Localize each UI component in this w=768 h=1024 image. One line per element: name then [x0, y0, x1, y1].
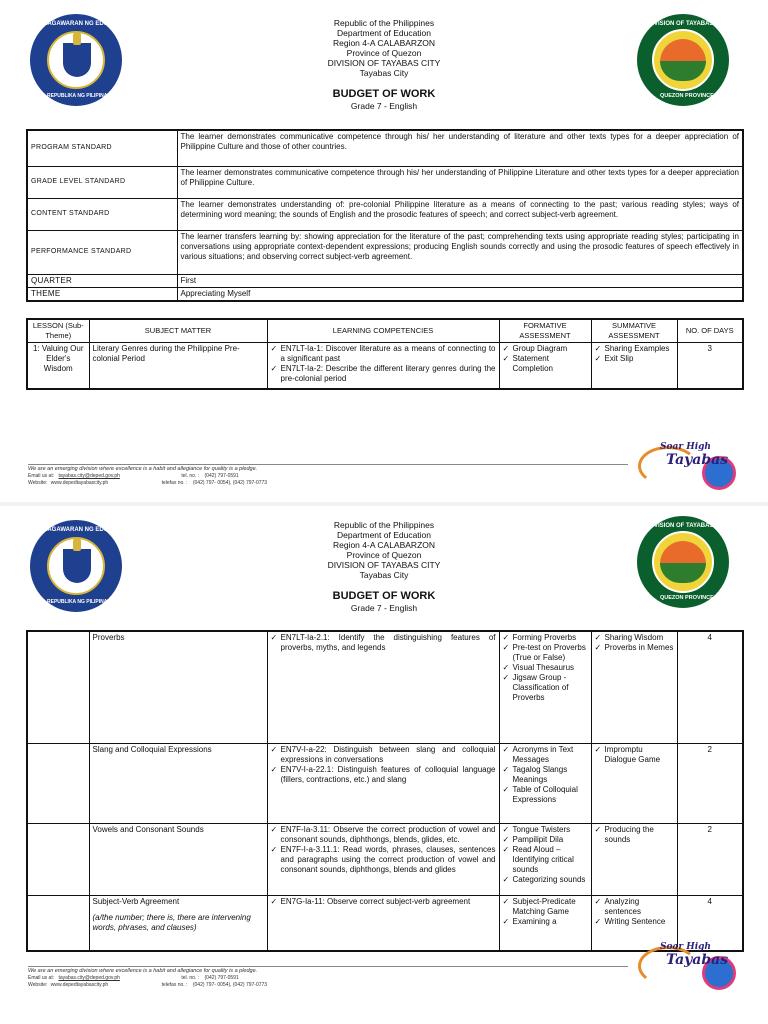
logo-line2: Tayabas [666, 952, 729, 968]
header-line: Republic of the Philippines [333, 18, 435, 28]
header-line: Region 4-A CALABARZON [332, 38, 436, 48]
list-item: ✓ Acronyms in Text Messages [503, 745, 588, 765]
list-item: ✓ Examining a [503, 917, 588, 927]
standard-label: PROGRAM STANDARD [27, 130, 177, 166]
page-subtitle: Grade 7 - English [350, 101, 418, 111]
table-row [27, 274, 743, 287]
summative-cell [591, 631, 677, 743]
standard-text: First [177, 274, 743, 287]
subject-note: (a/the number; there is, there are intervening words, phrases, and clauses) [92, 912, 251, 932]
lesson-cell [27, 631, 89, 743]
table-row [27, 198, 743, 230]
list-item: ✓ Statement Completion [503, 354, 588, 374]
list-item: ✓ EN7V-I-a-22: Distinguish between slang and colloquial expressions in conversations [271, 745, 496, 765]
page-2 [0, 506, 768, 1010]
list-item: ✓ EN7F-I-a-3.11.1: Read words, phrases, clauses, sentences and paragraphs using the correct production of vowel and consonant sounds, diphthongs, blends and glides [271, 845, 496, 875]
days-cell: 4 [677, 631, 743, 743]
list-item: ✓ Sharing Wisdom [595, 633, 674, 643]
tayabas-seal-subtext: QUEZON PROVINCE [660, 93, 714, 99]
telefax-value: (042) 797- 0054), (042) 797-0773 [192, 480, 268, 486]
standard-text: The learner demonstrates communicative competence through his/ her understanding of Philippine Literature and other texts types for a deeper appreciation of Philippine Culture. [177, 166, 743, 198]
list-item: ✓ Proverbs in Memes [595, 643, 674, 653]
competencies-cell [267, 743, 499, 823]
header-line: Province of Quezon [346, 48, 422, 58]
column-header: NO. OF DAYS [677, 319, 743, 343]
lesson-table [26, 318, 744, 390]
formative-cell [499, 823, 591, 895]
list-item: ✓ Writing Sentence [595, 917, 674, 927]
deped-seal-icon [30, 520, 134, 612]
list-item: ✓ Producing the sounds [595, 825, 674, 845]
formative-cell [499, 631, 591, 743]
header-line: Region 4-A CALABARZON [332, 540, 436, 550]
summative-cell [591, 343, 677, 389]
email-label: Email us at: [28, 473, 55, 479]
website-label: Website: [28, 480, 48, 486]
list-item: ✓ Group Diagram [503, 344, 588, 354]
page-title: BUDGET OF WORK [332, 88, 436, 100]
website-link[interactable]: www.depedtayabascity.ph [50, 480, 109, 486]
lesson-cell [27, 823, 89, 895]
tel-value: (042) 797-0591 [204, 473, 239, 479]
standard-label: GRADE LEVEL STANDARD [27, 166, 177, 198]
column-header: SUBJECT MATTER [89, 319, 267, 343]
list-item: ✓ EN7LT-Ia-2: Describe the different literary genres during the pre-colonial period [271, 364, 496, 384]
list-item: ✓ Tongue Twisters [503, 825, 588, 835]
subject-cell: Slang and Colloquial Expressions [89, 743, 267, 823]
header-line: DIVISION OF TAYABAS CITY [327, 560, 441, 570]
column-header: LESSON (Sub-Theme) [27, 319, 89, 343]
lesson-cell [27, 743, 89, 823]
list-item: ✓ Pampilipit Dila [503, 835, 588, 845]
lesson-cell: 1: Valuing Our Elder's Wisdom [27, 343, 89, 389]
deped-seal-subtext: REPUBLIKA NG PILIPINAS [47, 599, 111, 605]
competencies-cell [267, 895, 499, 951]
tel-value: (042) 797-0591 [204, 975, 239, 981]
table-row [27, 343, 743, 389]
page-title: BUDGET OF WORK [332, 590, 436, 602]
website-link[interactable]: www.depedtayabascity.ph [50, 982, 109, 988]
list-item: ✓ Pre-test on Proverbs (True or False) [503, 643, 588, 663]
tayabas-seal-text: DIVISION OF TAYABAS CITY [648, 21, 729, 27]
email-link[interactable]: tayabas.city@deped.gov.ph [58, 975, 120, 981]
tayabas-seal-subtext: QUEZON PROVINCE [660, 595, 714, 601]
list-item: ✓ EN7F-Ia-3.11: Observe the correct production of vowel and consonant sounds, diphthongs, blends, glides, etc. [271, 825, 496, 845]
summative-cell [591, 823, 677, 895]
lesson-cell [27, 895, 89, 951]
standard-label: CONTENT STANDARD [27, 198, 177, 230]
list-item: ✓ EN7LT-Ia-2.1: Identify the distinguishing features of proverbs, myths, and legends [271, 633, 496, 653]
standard-label: THEME [27, 287, 177, 301]
logo-line1: Soar High [660, 942, 711, 952]
list-item: ✓ Jigsaw Group - Classification of Proverbs [503, 673, 588, 703]
header-line: Tayabas City [359, 570, 409, 580]
standard-text: Appreciating Myself [177, 287, 743, 301]
header-line: Republic of the Philippines [333, 520, 435, 530]
standard-text: The learner demonstrates understanding of: pre-colonial Philippine literature as a means of connecting to the past; various reading styles; ways of determining word meaning; the sounds of English and the prosodic features of speech; and correct subject-verb agreement. [177, 198, 743, 230]
tayabas-seal-icon [637, 516, 729, 608]
header-line: Department of Education [336, 530, 432, 540]
telefax-value: (042) 797- 0054), (042) 797-0773 [192, 982, 268, 988]
competencies-cell [267, 631, 499, 743]
table-row [27, 823, 743, 895]
list-item: ✓ Read Aloud – Identifying critical sounds [503, 845, 588, 875]
formative-cell [499, 343, 591, 389]
subject-cell: Vowels and Consonant Sounds [89, 823, 267, 895]
subject-cell [89, 895, 267, 951]
tayabas-seal-text: DIVISION OF TAYABAS CITY [648, 523, 729, 529]
standard-text: The learner demonstrates communicative competence through his/ her understanding of literature and other texts types for a deeper appreciation of Philippine Culture and those of other countries. [177, 130, 743, 166]
page-subtitle: Grade 7 - English [350, 603, 418, 613]
column-header: LEARNING COMPETENCIES [267, 319, 499, 343]
column-header: SUMMATIVE ASSESSMENT [591, 319, 677, 343]
footer [28, 966, 628, 989]
list-item: ✓ Visual Thesaurus [503, 663, 588, 673]
header-line: DIVISION OF TAYABAS CITY [327, 58, 441, 68]
summative-cell [591, 743, 677, 823]
soar-high-tayabas-logo [632, 436, 750, 494]
list-item: ✓ EN7LT-Ia-1: Discover literature as a means of connecting to a significant past [271, 344, 496, 364]
deped-seal-text: KAGAWARAN NG EDUKASYON [43, 21, 134, 27]
days-cell: 2 [677, 823, 743, 895]
tel-label: tel. no. : [181, 473, 200, 479]
standards-table [26, 129, 744, 302]
tayabas-seal-icon [637, 14, 729, 106]
lesson-table-continued [26, 630, 744, 952]
email-link[interactable]: tayabas.city@deped.gov.ph [58, 473, 120, 479]
table-row [27, 743, 743, 823]
header-line: Province of Quezon [346, 550, 422, 560]
website-label: Website: [28, 982, 48, 988]
table-row [27, 631, 743, 743]
competencies-cell [267, 823, 499, 895]
footer [28, 464, 628, 487]
page-1 [0, 0, 768, 504]
list-item: ✓ Tagalog Slangs Meanings [503, 765, 588, 785]
subject-title: Subject-Verb Agreement [92, 896, 180, 906]
table-row [27, 130, 743, 166]
list-item: ✓ Analyzing sentences [595, 897, 674, 917]
logo-line1: Soar High [660, 442, 711, 452]
email-label: Email us at: [28, 975, 55, 981]
logo-line2: Tayabas [666, 452, 729, 468]
telefax-label: telefax no. : [161, 480, 188, 486]
deped-seal-subtext: REPUBLIKA NG PILIPINAS [47, 93, 111, 99]
standard-text: The learner transfers learning by: showing appreciation for the literature of the past; comprehending texts using appropriate reading styles; participating in conversations using appropriate context-dependent expressions; producing English sounds correctly and using the prosodic features of speech effectively in various situations; and observing correct subject-verb agreement. [177, 230, 743, 274]
list-item: ✓ Forming Proverbs [503, 633, 588, 643]
list-item: ✓ EN7V-I-a-22.1: Distinguish features of colloquial language (fillers, contractions, etc.) and slang [271, 765, 496, 785]
formative-cell [499, 895, 591, 951]
subject-cell: Literary Genres during the Philippine Pre-colonial Period [89, 343, 267, 389]
deped-seal-text: KAGAWARAN NG EDUKASYON [43, 527, 134, 533]
telefax-label: telefax no. : [161, 982, 188, 988]
formative-cell [499, 743, 591, 823]
table-row [27, 230, 743, 274]
competencies-cell [267, 343, 499, 389]
header-line: Tayabas City [359, 68, 409, 78]
footer-motto: We are an emerging division where excellence is a habit and allegiance for quality is a pledge. [28, 968, 258, 974]
list-item: ✓ Impromptu Dialogue Game [595, 745, 674, 765]
letterhead [200, 18, 568, 111]
list-item: ✓ Categorizing sounds [503, 875, 588, 885]
days-cell: 3 [677, 343, 743, 389]
table-row [27, 287, 743, 301]
letterhead [200, 520, 568, 613]
days-cell: 2 [677, 743, 743, 823]
list-item: ✓ Sharing Examples [595, 344, 674, 354]
standard-label: QUARTER [27, 274, 177, 287]
table-row [27, 166, 743, 198]
list-item: ✓ EN7G-Ia-11: Observe correct subject-verb agreement [271, 897, 496, 907]
header-line: Department of Education [336, 28, 432, 38]
standard-label: PERFORMANCE STANDARD [27, 230, 177, 274]
table-header-row [27, 319, 743, 343]
list-item: ✓ Table of Colloquial Expressions [503, 785, 588, 805]
list-item: ✓ Subject-Predicate Matching Game [503, 897, 588, 917]
tel-label: tel. no. : [181, 975, 200, 981]
soar-high-tayabas-logo [632, 936, 750, 994]
subject-cell: Proverbs [89, 631, 267, 743]
footer-motto: We are an emerging division where excellence is a habit and allegiance for quality is a pledge. [28, 466, 258, 472]
column-header: FORMATIVE ASSESSMENT [499, 319, 591, 343]
list-item: ✓ Exit Slip [595, 354, 674, 364]
deped-seal-icon [30, 14, 134, 106]
days-cell: 4 [677, 895, 743, 951]
